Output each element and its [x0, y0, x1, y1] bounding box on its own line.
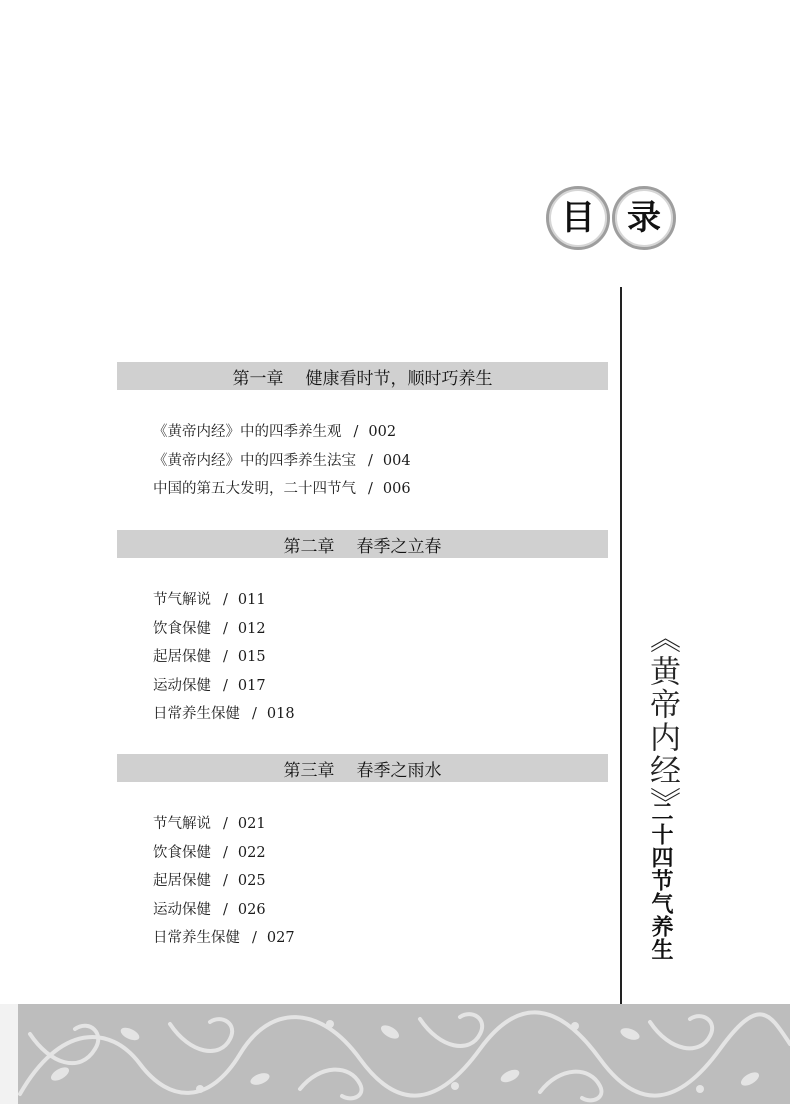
toc-entry[interactable]: [153, 839, 295, 868]
entry-label: 饮食保健: [153, 844, 211, 861]
entry-label: 日常养生保健: [153, 930, 240, 946]
entry-label: 运动保健: [153, 677, 211, 694]
entry-label: 中国的第五大发明，二十四节气: [153, 481, 356, 497]
entry-separator: /: [223, 901, 228, 918]
entry-separator: /: [223, 677, 228, 694]
entry-page: 027: [266, 930, 295, 946]
toc-entry[interactable]: [153, 615, 295, 644]
chapter-title: 春季之雨水: [356, 760, 442, 781]
toc-entry[interactable]: [153, 700, 295, 729]
chapter-number: 第二章: [283, 536, 335, 557]
entry-page: 004: [382, 452, 411, 469]
entry-separator: /: [223, 844, 228, 861]
toc-entry[interactable]: [153, 810, 295, 839]
title-char-1: 目: [561, 198, 595, 238]
entry-label: 《黄帝内经》中的四季养生法宝: [153, 452, 356, 469]
toc-title: [546, 186, 676, 250]
entry-page: 021: [237, 816, 266, 832]
toc-entry[interactable]: [153, 672, 295, 701]
side-book-title: 《黄帝内经》: [644, 622, 680, 820]
entry-page: 026: [237, 901, 266, 918]
chapter-1-entries: [153, 418, 411, 504]
entry-label: 饮食保健: [153, 620, 211, 637]
entry-separator: /: [368, 452, 373, 469]
entry-label: 节气解说: [153, 592, 211, 608]
chapter-number: 第一章: [232, 368, 284, 389]
entry-page: 015: [237, 649, 266, 665]
chapter-title: 健康看时节，顺时巧养生: [305, 368, 493, 389]
chapter-1-header: [117, 362, 608, 390]
chapter-number: 第三章: [283, 760, 335, 781]
toc-entry[interactable]: [153, 586, 295, 615]
toc-entry[interactable]: [153, 475, 411, 504]
entry-separator: /: [368, 481, 373, 497]
entry-page: 002: [368, 424, 397, 440]
entry-label: 节气解说: [153, 816, 211, 832]
entry-page: 011: [237, 592, 266, 608]
entry-label: 运动保健: [153, 901, 211, 918]
toc-entry[interactable]: [153, 924, 295, 953]
chapter-3-entries: [153, 810, 295, 953]
title-char-2: 录: [627, 198, 661, 238]
entry-label: 起居保健: [153, 873, 211, 889]
title-circle-1: [546, 186, 610, 250]
entry-separator: /: [223, 649, 228, 665]
toc-entry[interactable]: [153, 447, 411, 476]
entry-page: 018: [266, 706, 295, 722]
entry-label: 日常养生保健: [153, 706, 240, 722]
side-subtitle: 二十四节气养生: [648, 800, 673, 961]
entry-page: 012: [237, 620, 266, 637]
entry-page: 025: [237, 873, 266, 889]
toc-entry[interactable]: [153, 643, 295, 672]
entry-label: 《黄帝内经》中的四季养生观: [153, 424, 342, 440]
entry-page: 022: [237, 844, 266, 861]
chapter-2-entries: [153, 586, 295, 729]
entry-separator: /: [223, 620, 228, 637]
entry-page: 017: [237, 677, 266, 694]
entry-page: 006: [382, 481, 411, 497]
toc-entry[interactable]: [153, 867, 295, 896]
entry-separator: /: [252, 706, 257, 722]
entry-separator: /: [223, 816, 228, 832]
vertical-divider: [620, 287, 622, 1005]
toc-entry[interactable]: [153, 896, 295, 925]
toc-entry[interactable]: [153, 418, 411, 447]
entry-separator: /: [223, 873, 228, 889]
chapter-title: 春季之立春: [356, 536, 442, 557]
entry-separator: /: [252, 930, 257, 946]
chapter-3-header: [117, 754, 608, 782]
ornament-left-edge: [0, 1004, 18, 1104]
entry-separator: /: [353, 424, 359, 440]
title-circle-2: [612, 186, 676, 250]
entry-label: 起居保健: [153, 649, 211, 665]
entry-separator: /: [223, 592, 228, 608]
chapter-2-header: [117, 530, 608, 558]
floral-ornament-band: [0, 1004, 790, 1104]
